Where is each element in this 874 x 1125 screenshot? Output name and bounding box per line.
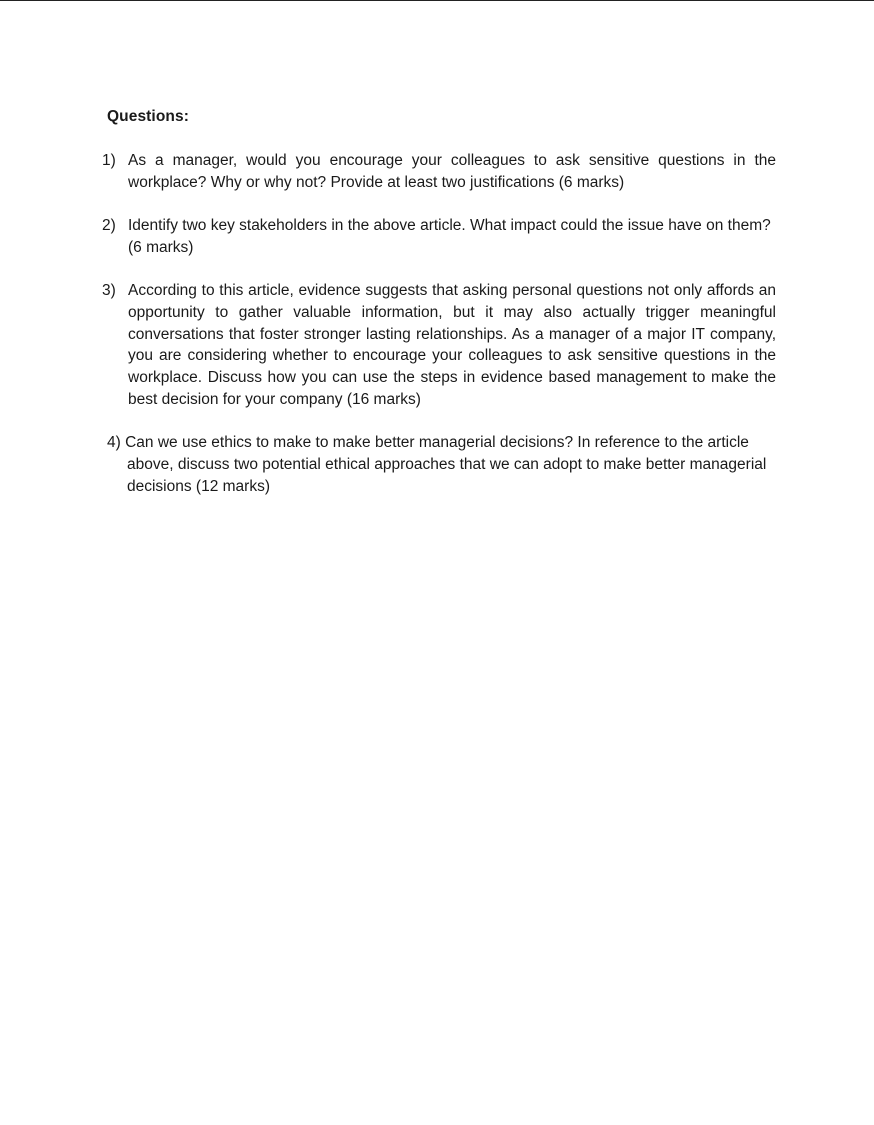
question-text: According to this article, evidence suggests that asking personal questions not only affords an opportunity to gather valuable information, but it may also actually trigger meaningful conversations that foster stronger lasting relationships. As a manager of a major IT company, you are considering whether to encourage your colleagues to ask sensitive questions in the workplace. Discuss how you can use the steps in evidence based management to make the best decision for your company (16 marks) xyxy=(128,282,776,408)
question-text: Identify two key stakeholders in the above article. What impact could the issue have on them? (6 marks) xyxy=(128,217,771,256)
question-number: 2) xyxy=(102,217,116,234)
question-3 xyxy=(102,280,776,411)
question-4 xyxy=(107,432,776,497)
question-text-continuation: above, discuss two potential ethical approaches that we can adopt to make better managerial decisions (12 marks) xyxy=(127,455,767,495)
question-number: 4) xyxy=(107,434,121,451)
question-text: As a manager, would you encourage your colleagues to ask sensitive questions in the workplace? Why or why not? Provide at least two justifications (6 marks) xyxy=(128,152,776,191)
question-text-line1: Can we use ethics to make to make better managerial decisions? In reference to the article xyxy=(125,434,749,451)
question-number: 3) xyxy=(102,282,116,299)
question-text-first-line xyxy=(107,432,776,454)
question-1 xyxy=(102,150,776,194)
questions-heading: Questions: xyxy=(107,108,189,125)
page-top-border xyxy=(0,0,874,1)
question-2 xyxy=(102,215,776,259)
question-number: 1) xyxy=(102,152,116,169)
